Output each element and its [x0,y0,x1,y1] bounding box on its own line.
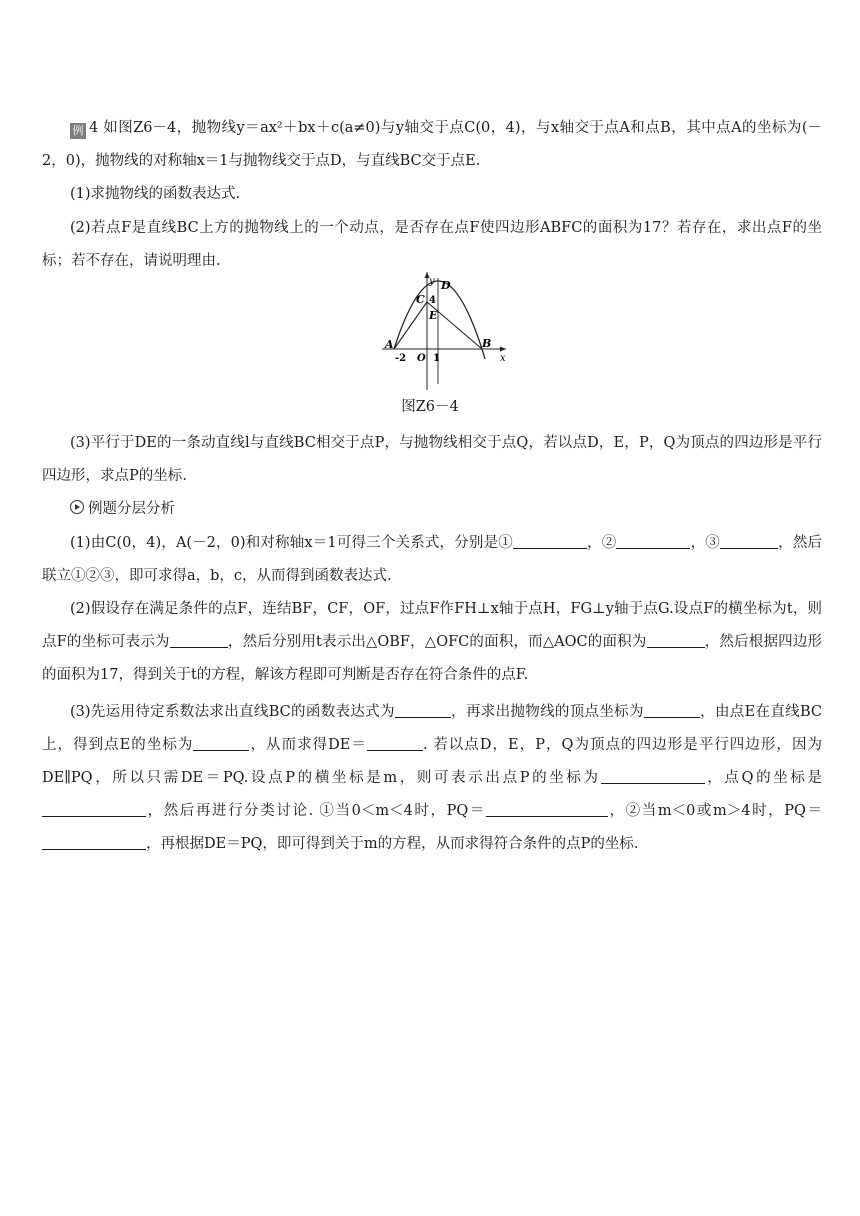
answer-blank-3[interactable] [720,532,778,549]
analysis-3-text-f: ，点Q的坐标是 [704,770,822,786]
example-badge: 例 [70,123,86,139]
answer-blank-8[interactable] [193,734,249,751]
analysis-2-text-c: ，然后根据四边形的面积为17，得到关于t的方程，解该方程即可判断是否存在符合条件的点F. [42,634,823,683]
play-circle-icon [70,500,84,514]
answer-blank-5[interactable] [647,631,705,648]
analysis-1-text-a: (1)由C(0，4)，A(－2，0)和对称轴x＝1可得三个关系式，分别是① [70,535,513,551]
problem-intro [42,112,822,178]
answer-blank-1[interactable] [513,532,587,549]
tick-label-1: 1 [433,353,440,364]
problem-intro-text: 4 如图Z6－4，抛物线y＝ax²＋bx＋c(a≠0)与y轴交于点C(0，4)，与x轴交于点A和点B，其中点A的坐标为(－2，0)，抛物线的对称轴x＝1与抛物线交于点D，与直线BC交于点E. [42,120,822,169]
parabola-curve [394,281,485,359]
analysis-3-text-a: (3)先运用待定系数法求出直线BC的函数表达式为 [70,704,395,720]
analysis-2-text-b: ，然后分别用t表示出△OBF，△OFC的面积，而△AOC的面积为 [227,634,647,650]
tick-label-4: 4 [429,295,436,306]
analysis-part-1 [42,527,822,593]
analysis-1-text-d: ，然后联立①②③，即可求得a，b，c，从而得到函数表达式. [42,535,823,584]
point-e-label: E [429,309,438,322]
question-1: (1)求抛物线的函数表达式. [70,186,241,202]
analysis-1-text-c: ，③ [690,535,720,551]
question-3: (3)平行于DE的一条动直线l与直线BC相交于点P，与抛物线相交于点Q，若以点D，E，P，Q为顶点的四边形是平行四边形，求点P的坐标. [42,435,822,484]
analysis-2-text-a: (2)假设存在满足条件的点F，连结BF，CF，OF，过点F作FH⊥x轴于点H，FG⊥y轴于点G.设点F的横坐标为t，则点F的坐标可表示为 [42,601,822,650]
answer-blank-11[interactable] [42,800,146,817]
parabola-figure [382,268,508,394]
y-axis-label: y [429,276,435,287]
analysis-3-text-c: ，由点E在直线BC上，得到点E的坐标为 [42,704,823,753]
origin-label: O [417,353,426,364]
answer-blank-9[interactable] [367,734,423,751]
x-axis-arrow [500,347,506,352]
analysis-3-text-h: ，②当m＜0或m＞4时，PQ＝ [607,803,823,819]
answer-blank-10[interactable] [601,767,705,784]
analysis-3-text-g: ，然后再进行分类讨论. ①当0＜m＜4时，PQ＝ [146,803,486,819]
question-2: (2)若点F是直线BC上方的抛物线上的一个动点，是否存在点F使四边形ABFC的面积为17？若存在，求出点F的坐标；若不存在，请说明理由. [42,220,822,269]
point-b-label: B [482,337,492,350]
answer-blank-4[interactable] [170,631,228,648]
point-d-label: D [441,279,451,292]
point-a-label: A [385,338,394,351]
analysis-heading [42,493,822,526]
tick-label-neg2: -2 [395,353,407,364]
analysis-part-2 [42,593,822,692]
answer-blank-7[interactable] [644,701,700,718]
analysis-part-3 [42,696,822,861]
analysis-1-text-b: ，② [586,535,617,551]
figure-caption: 图Z6－4 [401,399,459,415]
point-c-label: C [416,293,425,306]
answer-blank-12[interactable] [486,800,608,817]
answer-blank-6[interactable] [395,701,451,718]
analysis-3-text-b: ，再求出抛物线的顶点坐标为 [450,704,644,720]
analysis-3-text-e: . 若以点D，E，P，Q为顶点的四边形是平行四边形，因为DE∥PQ，所以只需DE＝PQ.设点P的横坐标是m，则可表示出点P的坐标为 [42,737,822,786]
analysis-3-text-d: ，从而求得DE＝ [249,737,367,753]
segment-ac [394,302,427,349]
analysis-heading-text: 例题分层分析 [88,501,175,517]
answer-blank-13[interactable] [42,833,146,850]
analysis-3-text-i: ，再根据DE＝PQ，即可得到关于m的方程，从而求得符合条件的点P的坐标. [146,836,639,852]
x-axis-label: x [500,353,506,364]
answer-blank-2[interactable] [616,532,690,549]
